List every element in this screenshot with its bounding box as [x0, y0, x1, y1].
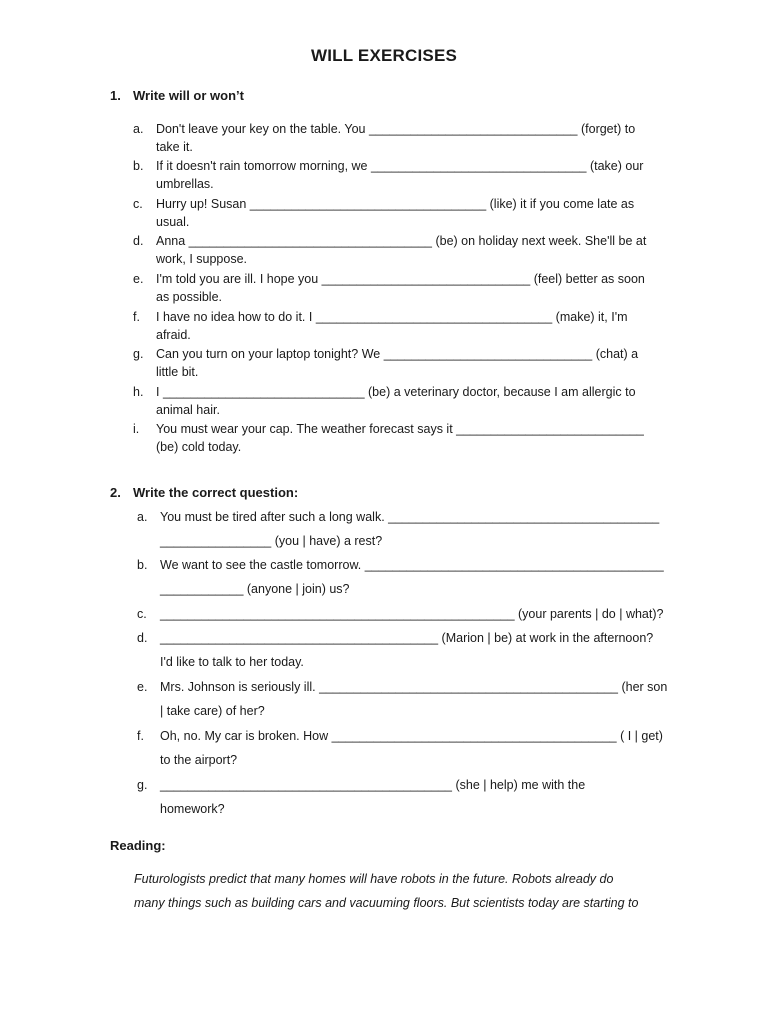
item-line: ________________________________________ (Marion | be) at work in the afternoon? [160, 631, 654, 645]
item-letter: d. [137, 631, 148, 645]
page-title: WILL EXERCISES [310, 46, 458, 65]
item-line: as possible. [156, 290, 223, 304]
item-line: Hurry up! Susan __________________________________ (like) it if you come late as [156, 197, 635, 211]
item-line: Oh, no. My car is broken. How _________________________________________ ( I | get) [160, 729, 663, 743]
section-1-heading [110, 88, 244, 103]
item-line: I have no idea how to do it. I __________________________________ (make) it, I'm [156, 310, 628, 324]
item-letter: f. [133, 310, 140, 324]
item-line: | take care) of her? [160, 704, 265, 718]
item-line: ________________ (you | have) a rest? [160, 534, 383, 548]
item-letter: f. [137, 729, 144, 743]
section-1-number: 1. [110, 88, 121, 103]
item-letter: b. [133, 159, 144, 173]
item-letter: e. [133, 272, 144, 286]
item-line: If it doesn't rain tomorrow morning, we _______________________________ (take) our [156, 159, 644, 173]
item-line: take it. [156, 140, 193, 154]
item-letter: i. [133, 422, 140, 436]
item-line: homework? [160, 802, 225, 816]
reading-paragraph-line: Futurologists predict that many homes will have robots in the future. Robots already do [134, 872, 614, 886]
item-line: __________________________________________ (she | help) me with the [160, 778, 586, 792]
item-line: usual. [156, 215, 190, 229]
item-line: You must be tired after such a long walk. _______________________________________ [160, 510, 660, 524]
item-line: Anna ___________________________________ (be) on holiday next week. She'll be at [156, 234, 647, 248]
item-line: Mrs. Johnson is seriously ill. ___________________________________________ (her son [160, 680, 668, 694]
item-line: I'm told you are ill. I hope you ______________________________ (feel) better as soon [156, 272, 645, 286]
item-line: I _____________________________ (be) a veterinary doctor, because I am allergic to [156, 385, 636, 399]
item-line: afraid. [156, 328, 191, 342]
reading-paragraph-line: many things such as building cars and vacuuming floors. But scientists today are starting to [134, 896, 639, 910]
item-line: I'd like to talk to her today. [160, 655, 304, 669]
section-1-heading-text: Write will or won’t [133, 88, 244, 103]
item-line: (be) cold today. [156, 440, 242, 454]
item-line: You must wear your cap. The weather forecast says it ___________________________ [156, 422, 644, 436]
section-2-heading-text: Write the correct question: [133, 485, 299, 500]
item-letter: b. [137, 558, 148, 572]
item-letter: d. [133, 234, 144, 248]
item-letter: c. [137, 607, 147, 621]
item-line: Can you turn on your laptop tonight? We ______________________________ (chat) a [156, 347, 639, 361]
item-line: umbrellas. [156, 177, 214, 191]
item-letter: c. [133, 197, 143, 211]
section-2-heading [110, 485, 298, 500]
item-line: little bit. [156, 365, 199, 379]
item-letter: g. [137, 778, 148, 792]
item-letter: a. [137, 510, 148, 524]
item-line: ____________ (anyone | join) us? [160, 582, 350, 596]
item-letter: g. [133, 347, 144, 361]
item-line: Don't leave your key on the table. You ______________________________ (forget) to [156, 122, 636, 136]
item-line: animal hair. [156, 403, 220, 417]
item-line: ___________________________________________________ (your parents | do | what)? [160, 607, 664, 621]
item-line: to the airport? [160, 753, 238, 767]
item-letter: h. [133, 385, 144, 399]
item-line: We want to see the castle tomorrow. ___________________________________________ [160, 558, 664, 572]
item-letter: a. [133, 122, 144, 136]
reading-label: Reading: [110, 838, 166, 853]
item-line: work, I suppose. [156, 252, 248, 266]
item-letter: e. [137, 680, 148, 694]
section-2-number: 2. [110, 485, 121, 500]
